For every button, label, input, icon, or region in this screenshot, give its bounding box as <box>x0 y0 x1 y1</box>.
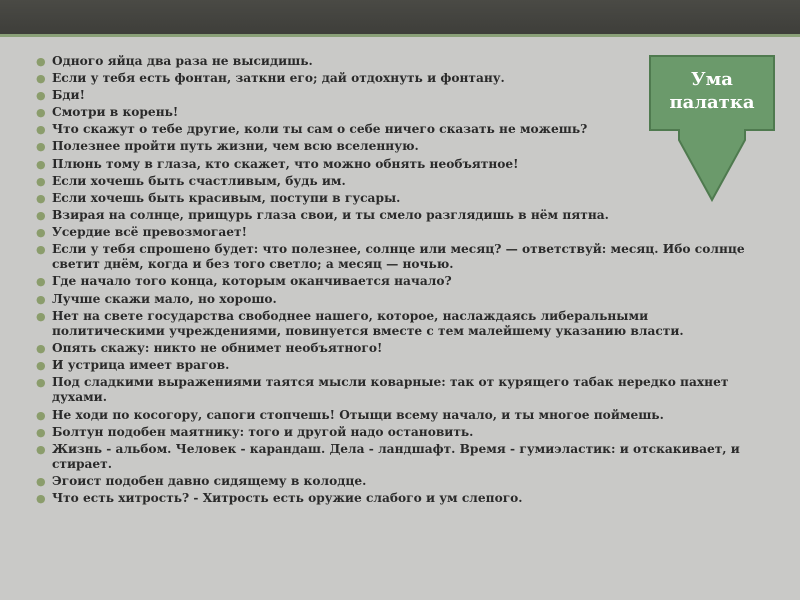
proverb-text: Нет на свете государства свободнее нашего, которое, наслаждаясь либеральными политическими учреждениями, повинуется вместе с тем малейшему указанию власти. <box>52 308 684 338</box>
proverb-item <box>36 225 756 240</box>
proverb-item <box>36 242 756 273</box>
proverb-text: Если хочешь быть счастливым, будь им. <box>52 173 346 188</box>
bullet-icon: ● <box>36 89 46 103</box>
proverb-item <box>36 341 756 356</box>
proverb-text: Где начало того конца, которым оканчивается начало? <box>52 274 452 289</box>
slide-header-bar <box>0 0 800 34</box>
proverb-text: Лучше скажи мало, но хорошо. <box>52 291 277 306</box>
proverb-text: Взирая на солнце, прищурь глаза свои, и ты смело разглядишь в нём пятна. <box>52 207 609 222</box>
bullet-icon: ● <box>36 425 46 439</box>
bullet-icon: ● <box>36 442 46 456</box>
bullet-icon: ● <box>36 309 46 323</box>
header-accent-line <box>0 34 800 37</box>
bullet-icon: ● <box>36 292 46 306</box>
bullet-icon: ● <box>36 376 46 390</box>
proverb-text: Смотри в корень! <box>52 105 179 120</box>
proverb-text: Если у тебя спрошено будет: что полезнее, солнце или месяц? — ответствуй: месяц. Ибо солнце светит днём, когда и без того светло; а месяц — ночью. <box>52 242 745 272</box>
bullet-icon: ● <box>36 492 46 506</box>
proverb-item <box>36 375 756 406</box>
proverb-text: Под сладкими выражениями таятся мысли коварные: так от курящего табак нередко пахнет духами. <box>52 375 729 405</box>
callout-line-1: Ума <box>691 69 733 90</box>
bullet-icon: ● <box>36 243 46 257</box>
proverb-text: Не ходи по косогору, сапоги стопчешь! Отыщи всему начало, и ты многое поймешь. <box>52 407 664 422</box>
bullet-icon: ● <box>36 408 46 422</box>
proverb-text: Жизнь - альбом. Человек - карандаш. Дела - ландшафт. Время - гумиэластик: и отскакивает, и стирает. <box>52 441 740 472</box>
bullet-icon: ● <box>36 191 46 205</box>
proverb-item <box>36 358 756 373</box>
proverb-item <box>36 474 756 489</box>
proverb-item <box>36 208 756 223</box>
proverb-text: Одного яйца два раза не высидишь. <box>52 54 313 68</box>
bullet-icon: ● <box>36 55 46 68</box>
proverb-text: Если хочешь быть красивым, поступи в гусары. <box>52 190 401 205</box>
proverb-text: Усердие всё превозмогает! <box>52 224 247 239</box>
proverb-text: Болтун подобен маятнику: того и другой надо остановить. <box>52 424 474 439</box>
proverb-text: Плюнь тому в глаза, кто скажет, что можно обнять необъятное! <box>52 156 519 171</box>
proverb-text: Что скажут о тебе другие, коли ты сам о себе ничего сказать не можешь? <box>52 122 588 137</box>
proverb-item <box>36 425 756 440</box>
proverb-text: Эгоист подобен давно сидящему в колодце. <box>52 474 367 489</box>
callout-line-2: палатка <box>669 92 755 113</box>
proverb-text: Что есть хитрость? - Хитрость есть оружие слабого и ум слепого. <box>52 491 523 506</box>
bullet-icon: ● <box>36 208 46 222</box>
bullet-icon: ● <box>36 106 46 120</box>
bullet-icon: ● <box>36 475 46 489</box>
callout-arrow <box>648 54 776 202</box>
proverb-item <box>36 408 756 423</box>
bullet-icon: ● <box>36 342 46 355</box>
bullet-icon: ● <box>36 359 46 373</box>
bullet-icon: ● <box>36 225 46 239</box>
proverb-text: Если у тебя есть фонтан, заткни его; дай отдохнуть и фонтану. <box>52 71 505 86</box>
bullet-icon: ● <box>36 140 46 154</box>
proverb-item <box>36 491 756 506</box>
proverb-item <box>36 274 756 289</box>
bullet-icon: ● <box>36 174 46 188</box>
proverb-item <box>36 309 756 340</box>
proverb-item <box>36 442 756 473</box>
proverb-text: И устрица имеет врагов. <box>52 358 230 373</box>
proverb-text: Бди! <box>52 88 85 103</box>
proverb-text: Опять скажу: никто не обнимет необъятного! <box>52 341 383 355</box>
proverb-text: Полезнее пройти путь жизни, чем всю вселенную. <box>52 139 419 154</box>
bullet-icon: ● <box>36 72 46 86</box>
bullet-icon: ● <box>36 157 46 171</box>
proverb-item <box>36 292 756 307</box>
bullet-icon: ● <box>36 123 46 137</box>
callout-label <box>648 68 776 114</box>
bullet-icon: ● <box>36 275 46 289</box>
